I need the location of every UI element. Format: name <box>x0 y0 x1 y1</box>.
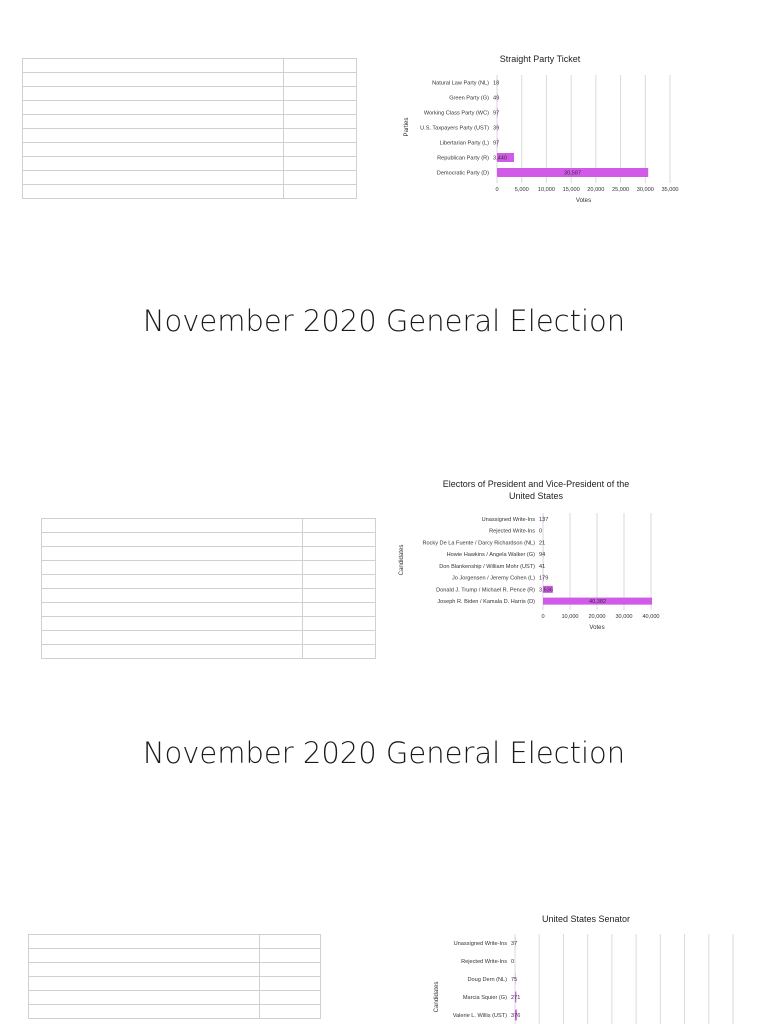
data-label: 0 <box>539 528 543 535</box>
data-label: 49 <box>493 95 500 102</box>
data-label: 179 <box>539 575 549 582</box>
data-label: 41 <box>539 563 546 570</box>
category-label: Howie Hawkins / Angela Walker (G) <box>446 552 535 559</box>
category-label: Doug Dern (NL) <box>467 977 507 983</box>
data-label: 37 <box>511 941 518 947</box>
category-label: Unassigned Write-Ins <box>453 941 507 947</box>
data-label: 376 <box>511 1013 521 1019</box>
tick-label: 25,000 <box>612 187 630 193</box>
data-label: 18 <box>493 80 500 87</box>
tick-label: 35,000 <box>661 187 679 193</box>
category-label: Republican Party (R) <box>437 155 489 162</box>
tick-label: 20,000 <box>588 614 606 620</box>
category-label: Marcia Squier (G) <box>462 995 507 1001</box>
data-label: 21 <box>539 540 546 547</box>
tick-label: 0 <box>495 187 499 193</box>
x-axis-label: Votes <box>589 624 605 631</box>
y-axis-label: Candidates <box>398 544 405 576</box>
category-label: Don Blankenship / William Mohr (UST) <box>439 563 535 570</box>
data-label: 3,440 <box>493 155 507 162</box>
category-label: Democratic Party (D) <box>436 170 489 177</box>
tick-label: 20,000 <box>587 187 605 193</box>
tick-label: 0 <box>541 614 545 620</box>
category-label: Green Party (G) <box>449 95 489 102</box>
x-axis-label: Votes <box>575 197 592 204</box>
tick-label: 30,000 <box>615 614 633 620</box>
chart-title: United States <box>508 491 564 501</box>
category-label: Natural Law Party (NL) <box>432 80 489 87</box>
y-axis-label: Candidates <box>433 981 440 1013</box>
data-label: 137 <box>539 516 549 523</box>
tick-label: 5,000 <box>514 187 529 193</box>
category-label: Rejected Write-Ins <box>461 959 507 965</box>
category-label: Unassigned Write-Ins <box>481 516 535 523</box>
category-label: Rejected Write-Ins <box>489 528 535 535</box>
category-label: Donald J. Trump / Michael R. Pence (R) <box>436 587 535 594</box>
y-axis-label: Parties <box>403 117 410 137</box>
category-label: Valerie L. Willis (UST) <box>452 1013 507 1019</box>
tick-label: 10,000 <box>537 187 555 193</box>
category-label: Rocky De La Fuente / Darcy Richardson (NL) <box>422 540 535 547</box>
data-label: 3,636 <box>539 587 553 594</box>
data-label: 94 <box>539 552 546 559</box>
category-label: Joseph R. Biden / Kamala D. Harris (D) <box>437 599 535 606</box>
data-label: 0 <box>511 959 515 965</box>
chart-title: United States Senator <box>541 914 631 924</box>
category-label: Jo Jorgensen / Jeremy Cohen (L) <box>451 575 535 582</box>
tick-label: 10,000 <box>561 614 579 620</box>
tick-label: 40,000 <box>642 614 660 620</box>
chart-title: Electors of President and Vice-President of the <box>442 479 630 489</box>
data-label: 97 <box>493 110 500 117</box>
data-label: 30,587 <box>564 170 582 177</box>
page-heading-2: November 2020 General Election <box>142 736 626 770</box>
data-label: 271 <box>511 995 521 1001</box>
category-label: Libertarian Party (L) <box>439 140 489 147</box>
page-heading-1: November 2020 General Election <box>142 304 626 338</box>
data-label: 40,382 <box>588 599 607 606</box>
data-label: 39 <box>493 125 500 132</box>
category-label: U.S. Taxpayers Party (UST) <box>420 125 489 132</box>
data-label: 75 <box>511 977 518 983</box>
data-label: 97 <box>493 140 500 147</box>
category-label: Working Class Party (WC) <box>423 110 489 117</box>
tick-label: 15,000 <box>562 187 580 193</box>
tick-label: 30,000 <box>636 187 654 193</box>
chart-title: Straight Party Ticket <box>499 54 581 64</box>
